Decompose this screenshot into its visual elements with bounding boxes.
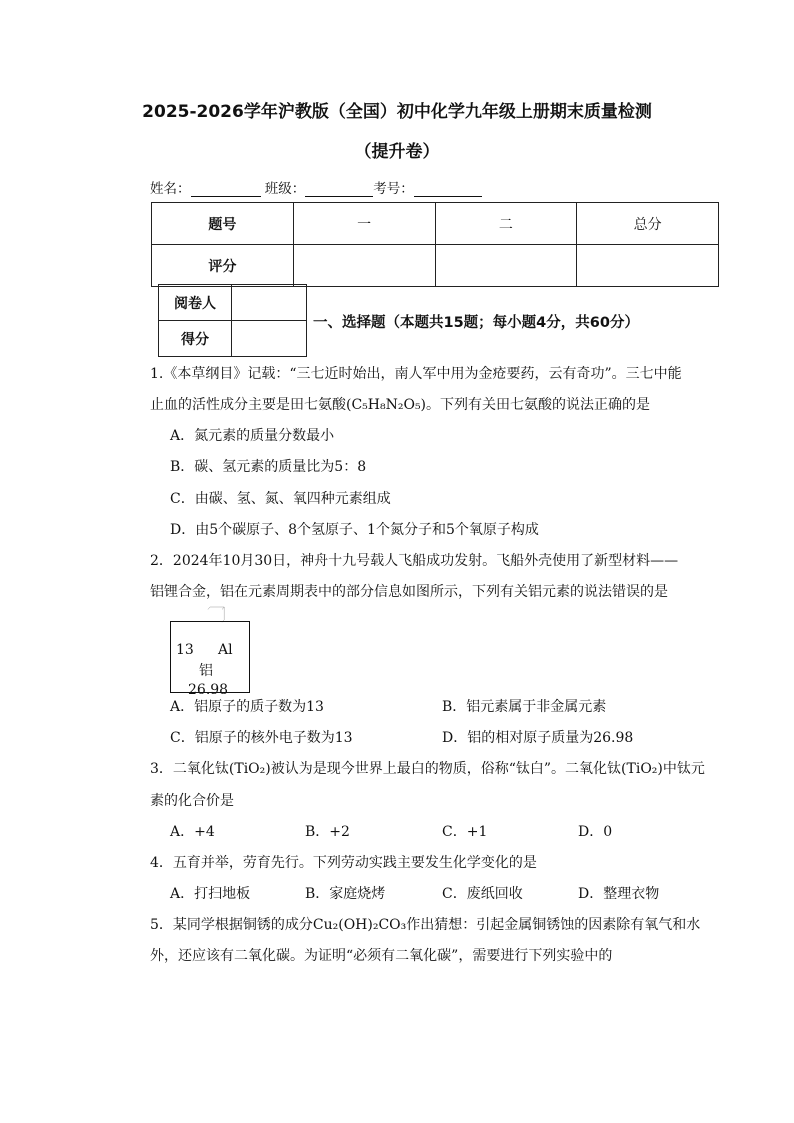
score-table-header [152,203,719,245]
exam-no-blank[interactable] [414,182,482,197]
class-blank[interactable] [305,182,373,197]
q1-option-c[interactable]: C．由碳、氢、氮、氧四种元素组成 [170,491,391,507]
score-table [151,202,719,287]
grader-table [158,284,307,357]
score-table-row [152,245,719,287]
student-info [150,177,482,197]
score-header-cell: 总分 [577,203,719,245]
q2-line1: 2．2024年10月30日，神舟十九号载人飞船成功发射。飞船外壳使用了新型材料—— [150,553,679,569]
score-cell[interactable] [577,245,719,287]
q3-option-d[interactable]: D．0 [578,824,613,840]
grader-cell[interactable] [232,285,307,321]
q3-line1: 3．二氧化钛(TiO₂)被认为是现今世界上最白的物质，俗称“钛白”。二氧化钛(TiO₂)中钛元 [150,761,705,777]
exam-no-label: 考号： [373,181,414,197]
name-blank[interactable] [191,182,261,197]
exam-title: 2025-2026学年沪教版（全国）初中化学九年级上册期末质量检测 [142,102,652,122]
q2-line2: 铝锂合金，铝在元素周期表中的部分信息如图所示，下列有关铝元素的说法错误的是 [150,584,668,600]
section-title: 一、选择题（本题共15题；每小题4分，共60分） [313,315,639,331]
element-symbol: Al [218,642,233,658]
score-row-label: 评分 [152,245,294,287]
grader-label: 阅卷人 [159,285,232,321]
atomic-number: 13 [176,642,194,658]
q2-option-d[interactable]: D．铝的相对原子质量为26.98 [442,730,634,746]
grader-score-cell[interactable] [232,321,307,357]
score-header-cell: 一 [293,203,435,245]
grader-score-label: 得分 [159,321,232,357]
q4-option-c[interactable]: C．废纸回收 [442,886,523,902]
score-header-cell: 题号 [152,203,294,245]
q5-line2: 外，还应该有二氧化碳。为证明“必须有二氧化碳”，需要进行下列实验中的 [150,948,613,964]
q2-option-c[interactable]: C．铝原子的核外电子数为13 [170,730,353,746]
q3-option-a[interactable]: A．+4 [170,824,215,840]
q4-line1: 4．五育并举，劳育先行。下列劳动实践主要发生化学变化的是 [150,855,537,871]
q1-option-a[interactable]: A．氮元素的质量分数最小 [170,428,335,444]
q3-option-c[interactable]: C．+1 [442,824,488,840]
q4-option-a[interactable]: A．打扫地板 [170,886,251,902]
q4-option-d[interactable]: D．整理衣物 [578,886,660,902]
q1-line2: 止血的活性成分主要是田七氨酸(C₅H₈N₂O₅)。下列有关田七氨酸的说法正确的是 [150,397,651,413]
class-label: 班级： [264,181,306,197]
exam-subtitle: （提升卷） [354,142,440,162]
q5-line1: 5．某同学根据铜锈的成分Cu₂(OH)₂CO₃作出猜想：引起金属铜锈蚀的因素除有氧气和水 [150,917,701,933]
aluminum-element-card [170,607,262,698]
q2-option-b[interactable]: B．铝元素属于非金属元素 [442,699,607,715]
q2-option-a[interactable]: A．铝原子的质子数为13 [170,699,324,715]
score-header-cell: 二 [435,203,577,245]
element-name: 铝 [199,663,213,679]
name-label: 姓名： [150,181,191,197]
q1-option-d[interactable]: D．由5个碳原子、8个氢原子、1个氮分子和5个氧原子构成 [170,522,539,538]
atomic-mass: 26.98 [188,682,229,698]
q1-option-b[interactable]: B．碳、氢元素的质量比为5：8 [170,459,367,475]
q3-option-b[interactable]: B．+2 [305,824,350,840]
element-card-front [170,621,250,698]
q3-line2: 素的化合价是 [150,793,234,809]
score-cell[interactable] [435,245,577,287]
q1-line1: 1.《本草纲目》记载：“三七近时始出，南人军中用为金疮要药，云有奇功”。三七中能 [150,366,682,382]
q4-option-b[interactable]: B．家庭烧烤 [305,886,386,902]
score-cell[interactable] [293,245,435,287]
